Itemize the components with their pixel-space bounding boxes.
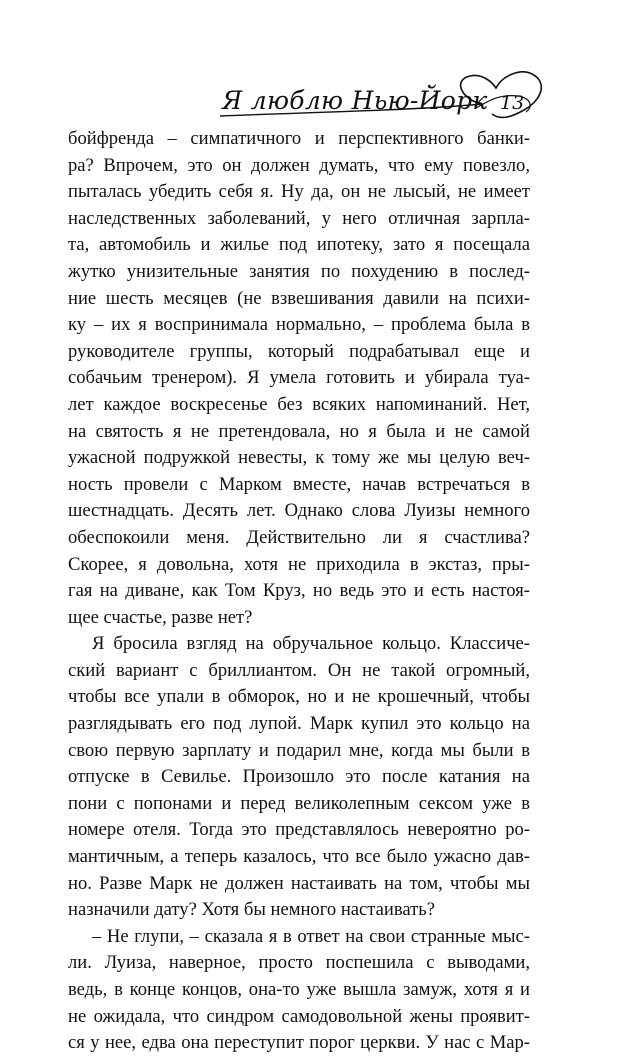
text-line: ский вариант с бриллиантом. Он не такой огромный, (68, 659, 530, 681)
paragraph (68, 924, 530, 1057)
text-line: щее счастье, разве нет? (68, 606, 253, 628)
text-line: ся у нее, едва она переступит порог церкви. У нас с Мар- (68, 1032, 530, 1054)
text-line: на святость я не претендовала, но я была и не самой (68, 420, 530, 442)
text-line: обеспокоили меня. Действительно ли я счастлива? (68, 526, 530, 548)
paragraph (68, 126, 530, 631)
text-line: Скорее, я довольна, хотя не приходила в экстаз, пры- (68, 553, 530, 575)
running-title: Я люблю Нью-Йорк (222, 86, 488, 115)
text-line: не ожидала, что синдром самодовольной жены проявит- (68, 1005, 530, 1027)
text-line: лет каждое воскресенье без всяких напоминаний. Нет, (68, 393, 530, 415)
text-line: пыталась убедить себя я. Ну да, он не лысый, не имеет (68, 181, 530, 203)
page-number: 13 (500, 92, 525, 114)
text-line: ность провели с Марком вместе, начав встречаться в (68, 473, 530, 495)
text-line: ние шесть месяцев (не взвешивания давили на психи- (68, 287, 530, 309)
text-line: свою первую зарплату и подарил мне, когда мы были в (68, 739, 530, 761)
text-line: шестнадцать. Десять лет. Однако слова Луизы немного (68, 500, 530, 522)
text-line: руководителе группы, который подрабатывал еще и (68, 340, 530, 362)
text-line: чтобы все упали в обморок, но и не крошечный, чтобы (68, 686, 530, 708)
text-line: ужасной подружкой невесты, к тому же мы целую веч- (68, 447, 530, 469)
text-line: жутко унизительные занятия по похудению в послед- (68, 260, 530, 282)
text-line: ра? Впрочем, это он должен думать, что ему повезло, (68, 154, 530, 176)
text-line: собачьим тренером). Я умела готовить и убирала туа- (68, 367, 530, 389)
text-line: – Не глупи, – сказала я в ответ на свои странные мыс- (92, 925, 530, 947)
text-line: бойфренда – симпатичного и перспективного банки- (68, 128, 530, 149)
text-line: ли. Луиза, наверное, просто поспешила с выводами, (68, 952, 530, 974)
text-line: наследственных заболеваний, у него отличная зарпла- (68, 207, 530, 229)
paragraph (68, 631, 530, 924)
text-line: пони с попонами и перед великолепным сексом уже в (68, 792, 530, 814)
text-line: но. Разве Марк не должен настаивать на том, чтобы мы (68, 872, 530, 894)
text-line: та, автомобиль и жилье под ипотеку, зато я посещала (68, 234, 530, 256)
text-line: назначили дату? Хотя бы немного настаивать? (68, 899, 435, 921)
body-text (68, 126, 530, 1057)
text-line: номере отеля. Тогда это представлялось невероятно ро- (68, 819, 530, 841)
text-line: мантичным, а теперь казалось, что все было ужасно дав- (68, 846, 530, 868)
text-line: разглядывать его под лупой. Марк купил это кольцо на (68, 713, 530, 735)
text-line: ку – их я воспринимала нормально, – проблема была в (68, 314, 530, 336)
text-line: отпуске в Севилье. Произошло это после катания на (68, 766, 530, 788)
text-line: гая на диване, как Том Круз, но ведь это и есть настоя- (68, 580, 530, 602)
running-header (200, 66, 560, 126)
text-line: Я бросила взгляд на обручальное кольцо. Классиче- (92, 633, 530, 655)
text-line: ведь, в конце концов, она-то уже вышла замуж, хотя я и (68, 979, 530, 1000)
